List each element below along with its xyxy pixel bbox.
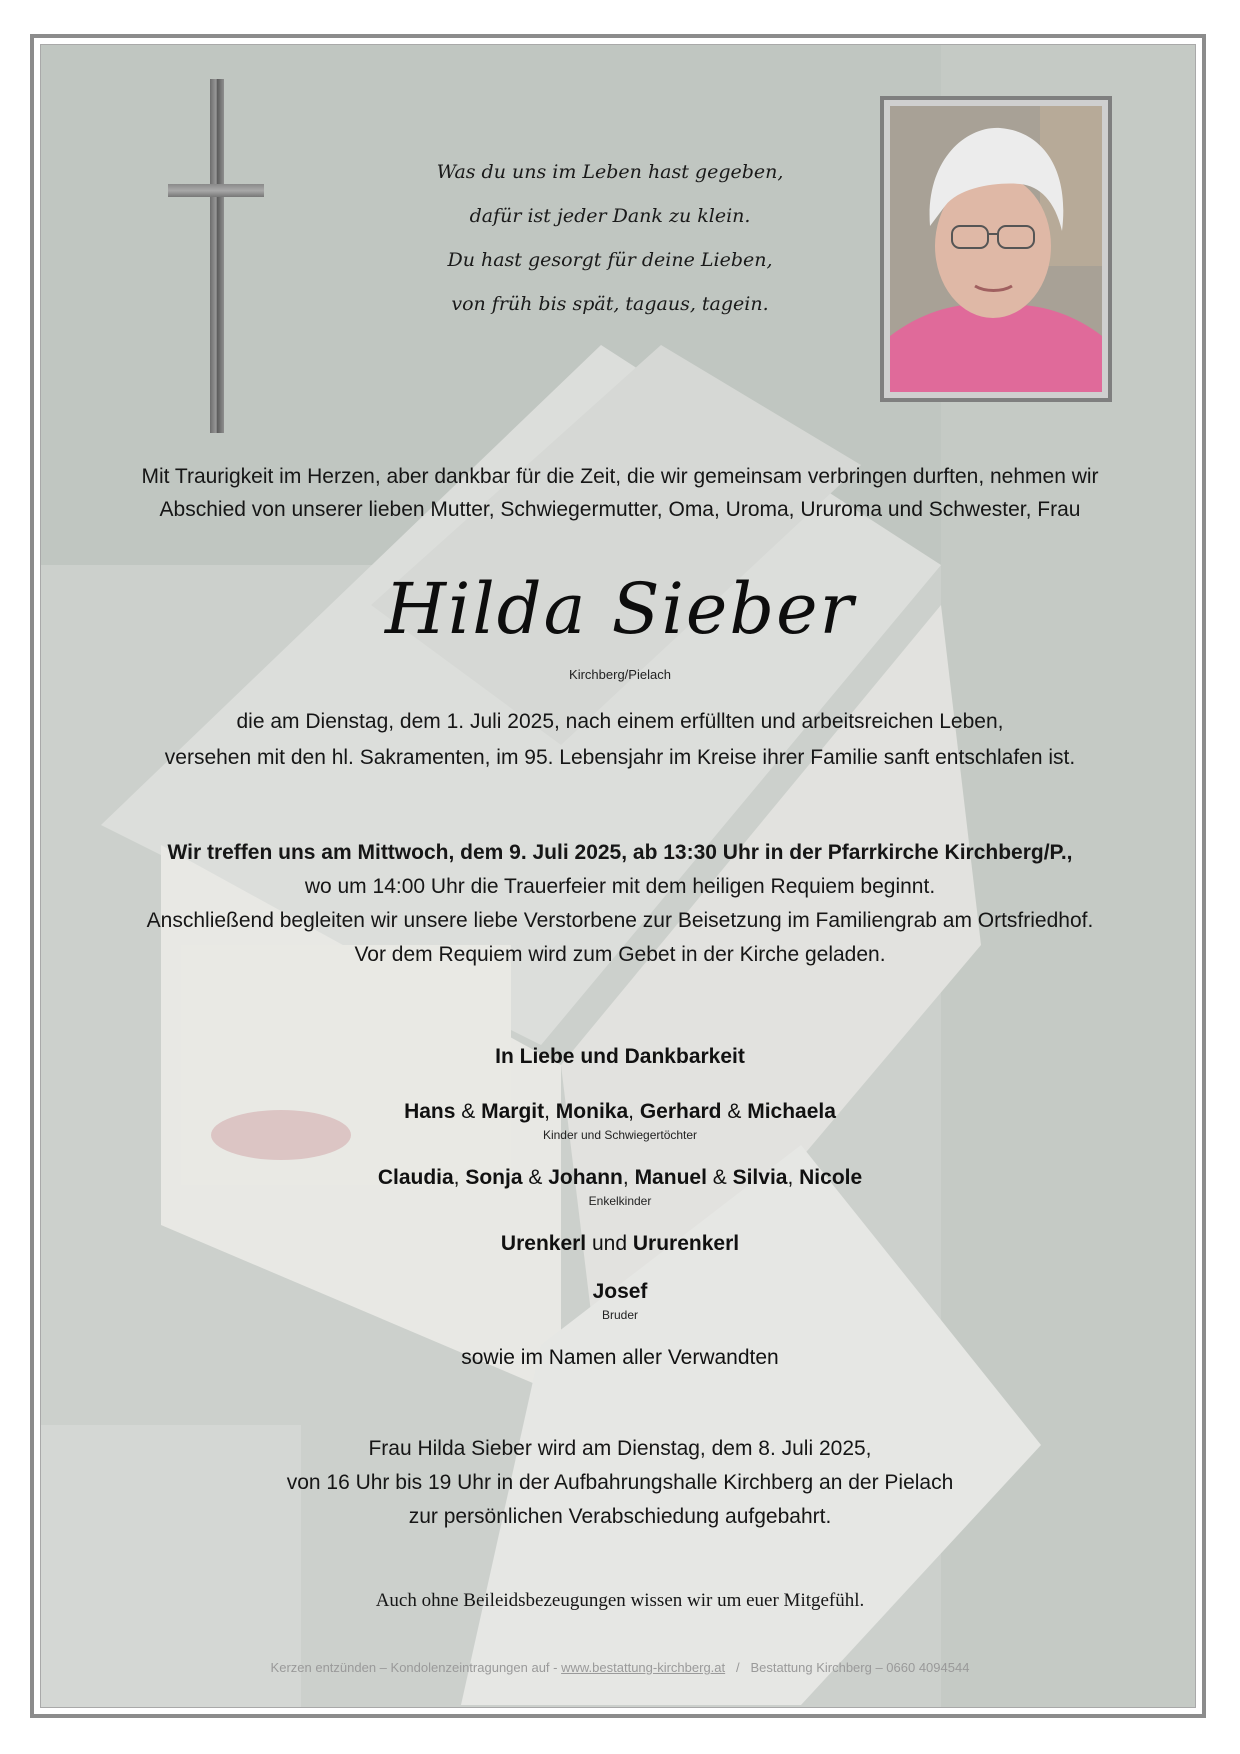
cross-icon-bar [168,184,264,197]
closing-note: Auch ohne Beileidsbezeugungen wissen wir um euer Mitgefühl. [375,1590,865,1611]
poem-line: dafür ist jeder Dank zu klein. [469,205,751,227]
cross-icon [210,79,224,433]
footer-prefix: Kerzen entzünden – Kondolenzeintragungen auf - [270,1660,562,1675]
viewing-line: von 16 Uhr bis 19 Uhr in der Aufbahrungshalle Kirchberg an der Pielach [286,1471,954,1494]
viewing-line: zur persönlichen Verabschiedung aufgebahrt. [408,1505,832,1528]
poem-line: Du hast gesorgt für deine Lieben, [447,249,773,271]
deceased-name: Hilda Sieber [384,568,856,650]
relatives-line: sowie im Namen aller Verwandten [461,1346,779,1369]
intro-text [60,460,1180,526]
poem-line: von früh bis spät, tagaus, tagein. [451,293,769,315]
portrait-frame [880,96,1112,402]
footer-separator: / [725,1660,751,1675]
intro-line: Mit Traurigkeit im Herzen, aber dankbar für die Zeit, die wir gemeinsam verbringen durften, nehmen wir [141,465,1099,488]
meeting-line: wo um 14:00 Uhr die Trauerfeier mit dem heiligen Requiem beginnt. [304,875,936,898]
portrait-photo [890,106,1102,392]
viewing-line: Frau Hilda Sieber wird am Dienstag, dem 8. Juli 2025, [368,1437,872,1460]
viewing-details [60,1432,1180,1534]
funeral-details [60,836,1180,972]
grandchildren-role: Enkelkinder [588,1194,652,1208]
website-link[interactable]: www.bestattung-kirchberg.at [561,1660,726,1675]
children-role: Kinder und Schwiegertöchter [542,1128,698,1142]
children-names: Hans & Margit, Monika, Gerhard & Michaela [404,1100,836,1123]
intro-line: Abschied von unserer lieben Mutter, Schwiegermutter, Oma, Uroma, Ururoma und Schwester, Frau [159,498,1081,521]
poem [380,150,840,326]
meeting-line: Vor dem Requiem wird zum Gebet in der Kirche geladen. [354,943,886,966]
deceased-place: Kirchberg/Pielach [569,667,671,682]
footer [60,1660,1180,1675]
poem-line: Was du uns im Leben hast gegeben, [436,161,784,183]
family-title: In Liebe und Dankbarkeit [495,1045,745,1068]
grandchildren-names: Claudia, Sonja & Johann, Manuel & Silvia, Nicole [377,1166,863,1189]
meeting-line: Wir treffen uns am Mittwoch, dem 9. Juli 2025, ab 13:30 Uhr in der Pfarrkirche Kirchberg/P., [167,841,1073,864]
family-section [60,1036,1180,1372]
footer-contact: Bestattung Kirchberg – 0660 4094544 [750,1660,970,1675]
meeting-line: Anschließend begleiten wir unsere liebe Verstorbene zur Beisetzung im Familiengrab am Ortsfriedhof. [146,909,1094,932]
brother-name: Josef [592,1280,648,1303]
passing-line: die am Dienstag, dem 1. Juli 2025, nach einem erfüllten und arbeitsreichen Leben, [236,710,1004,733]
brother-role: Bruder [601,1308,639,1322]
passing-text [60,704,1180,776]
great-grandchildren: Urenkerl und Ururenkerl [500,1232,740,1255]
passing-line: versehen mit den hl. Sakramenten, im 95. Lebensjahr im Kreise ihrer Familie sanft entschlafen ist. [164,746,1076,769]
